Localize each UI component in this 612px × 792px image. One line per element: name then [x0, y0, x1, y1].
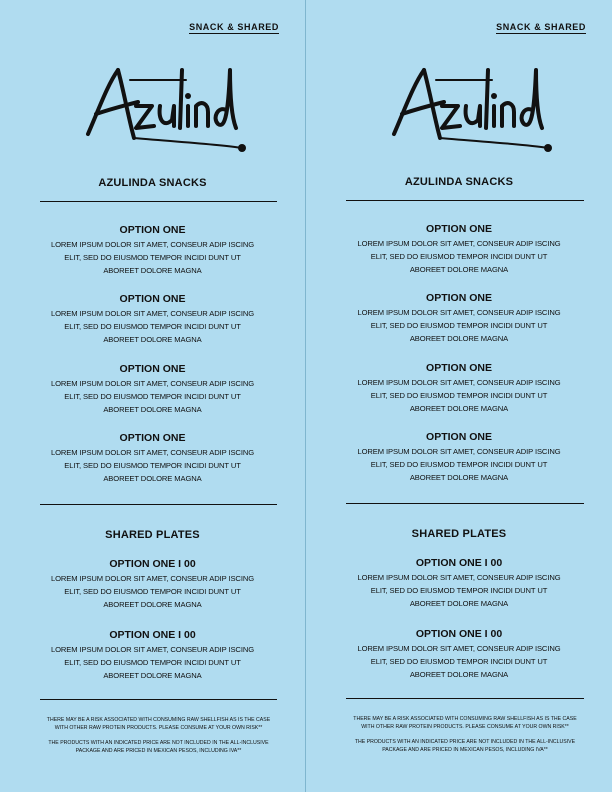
menu-item-description: LOREM IPSUM DOLOR SIT AMET, CONSEUR ADIP ISCING ELIT, SED DO EIUSMOD TEMPOR INCIDI DUNT UT ABOREET DOLORE MAGNA: [50, 309, 255, 344]
price-disclaimer: THE PRODUCTS WITH AN INDICATED PRICE ARE NOT INCLUDED IN THE ALL-INCLUSIVE PACKAGE AND ARE PRICED IN MEXICAN PESOS, INCLUDING IVA**: [354, 739, 576, 753]
section-rule: [40, 699, 277, 700]
menu-item-description: LOREM IPSUM DOLOR SIT AMET, CONSEUR ADIP ISCING ELIT, SED DO EIUSMOD TEMPOR INCIDI DUNT UT ABOREET DOLORE MAGNA: [357, 378, 561, 413]
menu-item-description: LOREM IPSUM DOLOR SIT AMET, CONSEUR ADIP ISCING ELIT, SED DO EIUSMOD TEMPOR INCIDI DUNT UT ABOREET DOLORE MAGNA: [357, 308, 561, 343]
menu-category-tag: SNACK & SHARED: [189, 22, 279, 32]
menu-item: [0, 557, 305, 611]
section-title-snacks: AZULINDA SNACKS: [404, 176, 514, 188]
section-rule: [346, 698, 584, 699]
menu-item: [0, 223, 305, 277]
section-rule: [40, 504, 277, 505]
section-rule: [346, 503, 584, 504]
menu-item: [0, 628, 305, 682]
price-disclaimer: THE PRODUCTS WITH AN INDICATED PRICE ARE NOT INCLUDED IN THE ALL-INCLUSIVE PACKAGE AND ARE PRICED IN MEXICAN PESOS, INCLUDING IVA**: [48, 740, 269, 754]
section-title-shared: SHARED PLATES: [411, 528, 507, 540]
menu-item-name: OPTION ONE: [426, 292, 492, 304]
menu-panel-right: [306, 0, 612, 792]
menu-item-name: OPTION ONE: [426, 431, 492, 443]
menu-item-name: OPTION ONE I 00: [109, 629, 196, 641]
menu-item-description: LOREM IPSUM DOLOR SIT AMET, CONSEUR ADIP ISCING ELIT, SED DO EIUSMOD TEMPOR INCIDI DUNT UT ABOREET DOLORE MAGNA: [357, 644, 561, 679]
menu-item-name: OPTION ONE: [119, 293, 186, 305]
menu-item-name: OPTION ONE: [119, 224, 186, 236]
menu-item: [306, 556, 612, 610]
menu-item-description: LOREM IPSUM DOLOR SIT AMET, CONSEUR ADIP ISCING ELIT, SED DO EIUSMOD TEMPOR INCIDI DUNT UT ABOREET DOLORE MAGNA: [50, 574, 255, 609]
menu-item-name: OPTION ONE: [426, 362, 492, 374]
menu-item: [0, 362, 305, 416]
menu-item: [306, 627, 612, 681]
menu-item-name: OPTION ONE I 00: [415, 557, 503, 569]
section-rule: [346, 200, 584, 201]
menu-item: [306, 222, 612, 276]
menu-item: [306, 291, 612, 345]
azulinda-logo: [78, 62, 248, 157]
menu-item: [0, 431, 305, 485]
azulinda-logo: [384, 62, 554, 157]
section-title-snacks: AZULINDA SNACKS: [98, 177, 207, 189]
menu-item: [306, 361, 612, 415]
menu-item-description: LOREM IPSUM DOLOR SIT AMET, CONSEUR ADIP ISCING ELIT, SED DO EIUSMOD TEMPOR INCIDI DUNT UT ABOREET DOLORE MAGNA: [357, 447, 561, 482]
menu-item-description: LOREM IPSUM DOLOR SIT AMET, CONSEUR ADIP ISCING ELIT, SED DO EIUSMOD TEMPOR INCIDI DUNT UT ABOREET DOLORE MAGNA: [50, 645, 255, 680]
menu-item-name: OPTION ONE: [426, 223, 492, 235]
menu-item-description: LOREM IPSUM DOLOR SIT AMET, CONSEUR ADIP ISCING ELIT, SED DO EIUSMOD TEMPOR INCIDI DUNT UT ABOREET DOLORE MAGNA: [50, 240, 255, 275]
menu-item-name: OPTION ONE I 00: [109, 558, 196, 570]
menu-item-description: LOREM IPSUM DOLOR SIT AMET, CONSEUR ADIP ISCING ELIT, SED DO EIUSMOD TEMPOR INCIDI DUNT UT ABOREET DOLORE MAGNA: [50, 448, 255, 483]
menu-item: [306, 430, 612, 484]
menu-item-description: LOREM IPSUM DOLOR SIT AMET, CONSEUR ADIP ISCING ELIT, SED DO EIUSMOD TEMPOR INCIDI DUNT UT ABOREET DOLORE MAGNA: [50, 379, 255, 414]
risk-disclaimer: THERE MAY BE A RISK ASSOCIATED WITH CONSUMING RAW SHELLFISH AS IS THE CASE WITH OTHER RAW PROTEIN PRODUCTS. PLEASE CONSUME AT YOUR OWN RISK**: [46, 717, 271, 731]
menu-item-name: OPTION ONE I 00: [415, 628, 503, 640]
menu-item-name: OPTION ONE: [119, 363, 186, 375]
menu-item-name: OPTION ONE: [119, 432, 186, 444]
menu-item-description: LOREM IPSUM DOLOR SIT AMET, CONSEUR ADIP ISCING ELIT, SED DO EIUSMOD TEMPOR INCIDI DUNT UT ABOREET DOLORE MAGNA: [357, 573, 561, 608]
section-rule: [40, 201, 277, 202]
section-title-shared: SHARED PLATES: [105, 529, 200, 541]
menu-panel-left: [0, 0, 305, 792]
menu-item: [0, 292, 305, 346]
risk-disclaimer: THERE MAY BE A RISK ASSOCIATED WITH CONSUMING RAW SHELLFISH AS IS THE CASE WITH OTHER RAW PROTEIN PRODUCTS. PLEASE CONSUME AT YOUR OWN RISK**: [353, 716, 577, 730]
menu-category-tag: SNACK & SHARED: [496, 22, 586, 32]
menu-item-description: LOREM IPSUM DOLOR SIT AMET, CONSEUR ADIP ISCING ELIT, SED DO EIUSMOD TEMPOR INCIDI DUNT UT ABOREET DOLORE MAGNA: [357, 239, 561, 274]
